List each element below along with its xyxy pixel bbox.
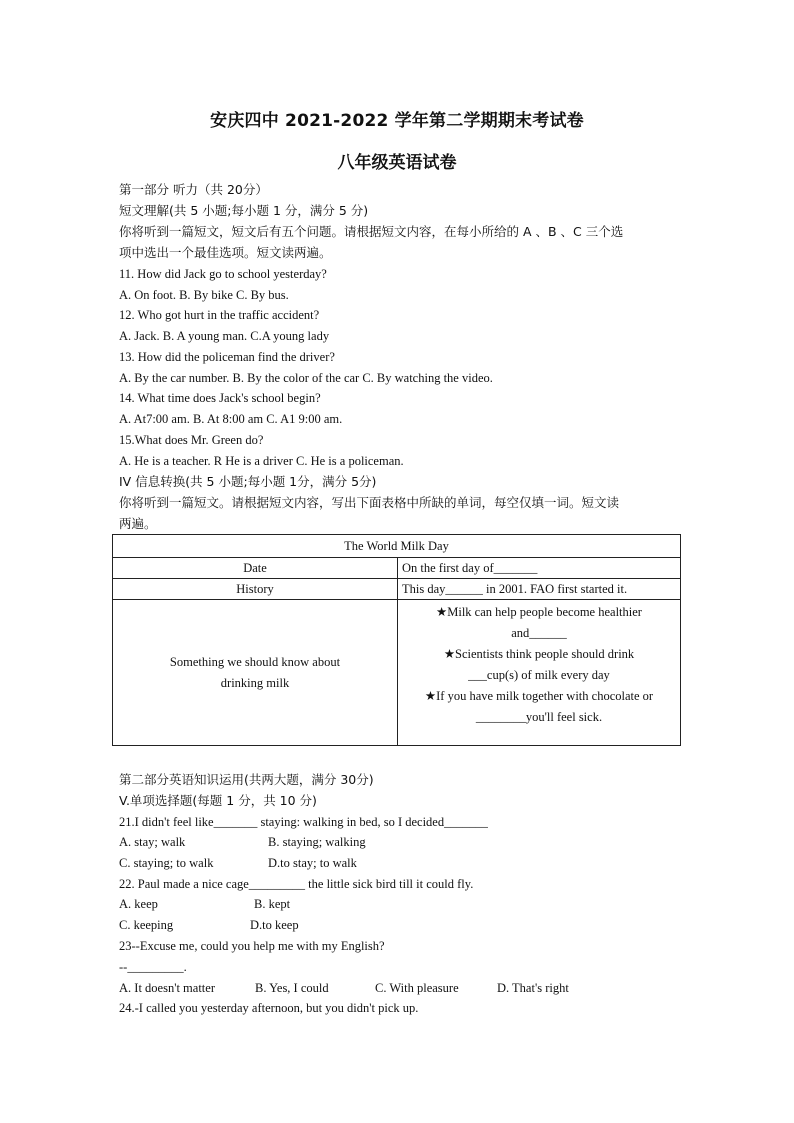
table-value-date: On the first day of_______ <box>398 558 681 579</box>
table-label-knowledge <box>113 600 398 746</box>
info-table <box>112 534 681 746</box>
part1-section-heading: 短文理解(共 5 小题;每小题 1 分，满分 5 分) <box>119 203 369 218</box>
options-11: A. On foot. B. By bike C. By bus. <box>119 288 289 302</box>
part4-instructions-line2: 两遍。 <box>119 516 157 531</box>
knowledge-line-4: ___cup(s) of milk every day <box>468 667 610 682</box>
question-15: 15.What does Mr. Green do? <box>119 433 264 447</box>
q23-option-c: C. With pleasure <box>375 981 459 995</box>
question-12: 12. Who got hurt in the traffic accident? <box>119 308 320 322</box>
q21-option-b: B. staying; walking <box>268 835 366 849</box>
q21-option-a: A. stay; walk <box>119 835 186 849</box>
part2-section-heading: V.单项选择题(每题 1 分，共 10 分) <box>119 793 317 808</box>
question-11: 11. How did Jack go to school yesterday? <box>119 267 327 281</box>
q23-option-b: B. Yes, I could <box>255 981 329 995</box>
table-row <box>113 558 681 579</box>
exam-subtitle: 八年级英语试卷 <box>337 153 457 173</box>
q23-option-a: A. It doesn't matter <box>119 981 215 995</box>
knowledge-line-6: ________you'll feel sick. <box>475 709 603 724</box>
table-title: The World Milk Day <box>113 535 681 558</box>
options-14: A. At7:00 am. B. At 8:00 am C. A1 9:00 am. <box>119 412 343 426</box>
knowledge-line-2: and______ <box>511 625 567 640</box>
knowledge-line-1: ★Milk can help people become healthier <box>436 604 642 619</box>
question-24: 24.-I called you yesterday afternoon, but you didn't pick up. <box>119 1001 419 1015</box>
knowledge-label-line1: Something we should know about <box>169 654 341 669</box>
knowledge-line-3: ★Scientists think people should drink <box>443 646 635 661</box>
table-value-history: This day______ in 2001. FAO first started it. <box>398 579 681 600</box>
question-13: 13. How did the policeman find the driver? <box>119 350 335 364</box>
question-14: 14. What time does Jack's school begin? <box>119 391 321 405</box>
table-label-history: History <box>113 579 398 600</box>
table-row <box>113 579 681 600</box>
part1-heading: 第一部分 听力（共 20分） <box>119 182 268 197</box>
options-15: A. He is a teacher. R He is a driver C. He is a policeman. <box>119 454 404 468</box>
part4-heading: IV 信息转换(共 5 小题;每小题 1分，满分 5分) <box>119 474 377 489</box>
q22-option-c: C. keeping <box>119 918 174 932</box>
table-value-knowledge <box>398 600 681 746</box>
q21-option-d: D.to stay; to walk <box>268 856 357 870</box>
question-21: 21.I didn't feel like_______ staying: walking in bed, so I decided_______ <box>119 815 488 829</box>
options-12: A. Jack. B. A young man. C.A young lady <box>119 329 330 343</box>
q23-answer-blank: --_________. <box>119 960 187 974</box>
question-23: 23--Excuse me, could you help me with my English? <box>119 939 385 953</box>
q22-option-d: D.to keep <box>250 918 299 932</box>
part1-instructions-line2: 项中选出一个最佳选项。短文读两遍。 <box>119 245 332 260</box>
table-row <box>113 600 681 746</box>
exam-title: 安庆四中 2021-2022 学年第二学期期末考试卷 <box>210 111 584 131</box>
part2-heading: 第二部分英语知识运用(共两大题，满分 30分) <box>119 772 374 787</box>
q22-option-a: A. keep <box>119 897 158 911</box>
table-label-date: Date <box>113 558 398 579</box>
options-13: A. By the car number. B. By the color of the car C. By watching the video. <box>119 371 493 385</box>
question-22: 22. Paul made a nice cage_________ the little sick bird till it could fly. <box>119 877 474 891</box>
q21-option-c: C. staying; to walk <box>119 856 214 870</box>
q23-option-d: D. That's right <box>497 981 569 995</box>
knowledge-label-line2-text: drinking milk <box>220 675 290 690</box>
q22-option-b: B. kept <box>254 897 291 911</box>
part4-instructions-line1: 你将听到一篇短文。请根据短文内容，写出下面表格中所缺的单词，每空仅填一词。短文读 <box>119 495 620 510</box>
knowledge-line-5: ★If you have milk together with chocolate or <box>424 688 654 703</box>
part1-instructions-line1: 你将听到一篇短文，短文后有五个问题。请根据短文内容，在每小所给的 A 、B 、C 三个选 <box>119 224 624 239</box>
